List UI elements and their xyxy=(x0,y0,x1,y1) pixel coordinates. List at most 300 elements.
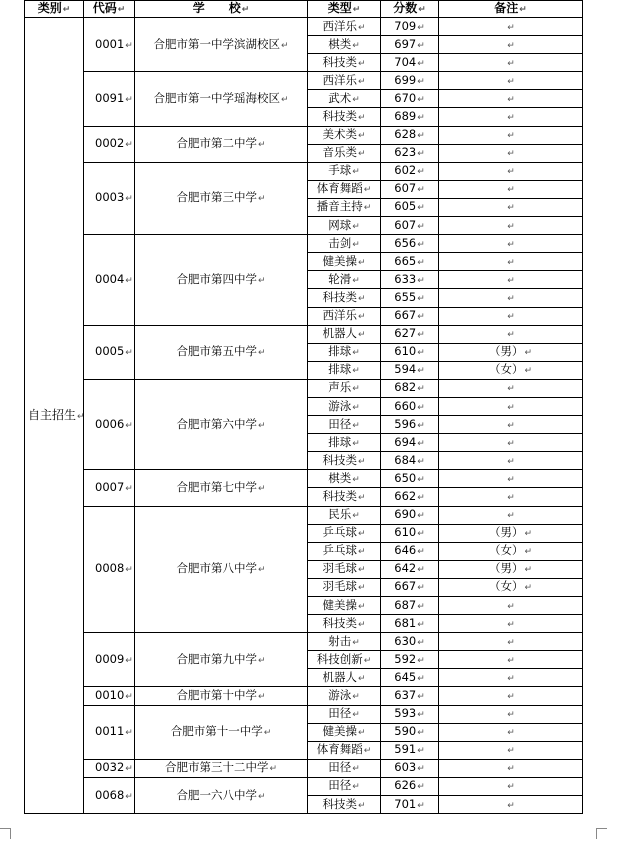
item-type-text: 机器人 xyxy=(322,326,357,341)
school-name-text: 合肥市第二中学 xyxy=(176,136,257,151)
item-score xyxy=(381,796,439,814)
school-name-text: 合肥市第十一中学 xyxy=(170,724,263,739)
school-name xyxy=(135,777,308,813)
item-remark xyxy=(439,687,583,705)
paragraph-mark: ↵ xyxy=(507,800,515,811)
page-corner-mark-left xyxy=(0,828,11,839)
paragraph-mark: ↵ xyxy=(357,492,366,503)
school-code-text: 0032 xyxy=(95,760,125,775)
header-category: 类别↵ xyxy=(25,1,84,18)
item-score-text: 637 xyxy=(394,688,417,703)
paragraph-mark: ↵ xyxy=(363,746,372,757)
paragraph-mark: ↵ xyxy=(417,492,425,503)
item-type-text: 科技类 xyxy=(322,289,357,304)
paragraph-mark: ↵ xyxy=(417,529,425,540)
item-remark xyxy=(439,434,583,452)
paragraph-mark: ↵ xyxy=(125,275,133,286)
item-type xyxy=(308,759,381,777)
item-score-text: 592 xyxy=(394,651,417,666)
paragraph-mark: ↵ xyxy=(417,257,425,268)
paragraph-mark: ↵ xyxy=(125,655,133,666)
paragraph-mark: ↵ xyxy=(257,194,266,205)
item-type xyxy=(308,343,381,361)
item-type xyxy=(308,72,381,90)
paragraph-mark: ↵ xyxy=(125,348,133,359)
paragraph-mark: ↵ xyxy=(357,113,366,124)
item-type xyxy=(308,560,381,578)
paragraph-mark: ↵ xyxy=(257,420,266,431)
item-score xyxy=(381,144,439,162)
paragraph-mark: ↵ xyxy=(417,149,425,160)
item-score xyxy=(381,524,439,542)
item-score xyxy=(381,578,439,596)
school-code-text: 0008 xyxy=(95,561,125,576)
item-type xyxy=(308,434,381,452)
paragraph-mark: ↵ xyxy=(357,601,366,612)
item-remark xyxy=(439,198,583,216)
paragraph-mark: ↵ xyxy=(507,601,515,612)
item-remark xyxy=(439,796,583,814)
paragraph-mark: ↵ xyxy=(417,366,425,377)
item-score xyxy=(381,253,439,271)
paragraph-mark: ↵ xyxy=(417,40,425,51)
paragraph-mark: ↵ xyxy=(352,637,360,648)
item-remark xyxy=(439,777,583,795)
paragraph-mark: ↵ xyxy=(507,384,515,395)
item-score xyxy=(381,198,439,216)
item-remark xyxy=(439,542,583,560)
item-score xyxy=(381,343,439,361)
item-type-text: 西洋乐 xyxy=(322,308,357,323)
paragraph-mark: ↵ xyxy=(417,637,425,648)
item-remark xyxy=(439,506,583,524)
item-type-text: 羽毛球 xyxy=(322,561,357,576)
paragraph-mark: ↵ xyxy=(417,312,425,323)
item-type-text: 健美操 xyxy=(322,253,357,268)
item-type xyxy=(308,705,381,723)
table-row xyxy=(25,633,583,651)
school-code-text: 0005 xyxy=(95,344,125,359)
paragraph-mark: ↵ xyxy=(417,58,425,69)
school-code xyxy=(84,705,135,759)
table-row xyxy=(25,506,583,524)
header-school: 学 校↵ xyxy=(135,1,308,18)
school-name xyxy=(135,506,308,633)
paragraph-mark: ↵ xyxy=(417,239,425,250)
item-type-text: 健美操 xyxy=(322,724,357,739)
paragraph-mark: ↵ xyxy=(507,692,515,703)
paragraph-mark: ↵ xyxy=(507,312,515,323)
item-score xyxy=(381,54,439,72)
item-score-text: 623 xyxy=(394,145,417,160)
item-score-text: 607 xyxy=(394,181,417,196)
school-name xyxy=(135,470,308,506)
item-type xyxy=(308,162,381,180)
paragraph-mark: ↵ xyxy=(417,330,425,341)
paragraph-mark: ↵ xyxy=(524,529,533,540)
paragraph-mark: ↵ xyxy=(357,583,366,594)
paragraph-mark: ↵ xyxy=(507,275,515,286)
paragraph-mark: ↵ xyxy=(507,113,515,124)
school-code xyxy=(84,325,135,379)
table-row xyxy=(25,72,583,90)
paragraph-mark: ↵ xyxy=(524,565,533,576)
school-code-text: 0010 xyxy=(95,688,125,703)
paragraph-mark: ↵ xyxy=(417,293,425,304)
paragraph-mark: ↵ xyxy=(507,474,515,485)
paragraph-mark: ↵ xyxy=(357,456,366,467)
item-score xyxy=(381,633,439,651)
item-remark xyxy=(439,343,583,361)
paragraph-mark: ↵ xyxy=(417,710,425,721)
item-score-text: 607 xyxy=(394,217,417,232)
item-score xyxy=(381,108,439,126)
school-code-text: 0004 xyxy=(95,271,125,286)
paragraph-mark: ↵ xyxy=(352,474,360,485)
item-type-text: 游泳 xyxy=(328,688,352,703)
school-code-text: 0009 xyxy=(95,651,125,666)
item-remark xyxy=(439,54,583,72)
school-name xyxy=(135,759,308,777)
item-score xyxy=(381,777,439,795)
paragraph-mark: ↵ xyxy=(507,94,515,105)
item-type-text: 排球 xyxy=(328,434,352,449)
item-score xyxy=(381,434,439,452)
item-score-text: 670 xyxy=(394,90,417,105)
item-remark xyxy=(439,307,583,325)
paragraph-mark: ↵ xyxy=(417,456,425,467)
paragraph-mark: ↵ xyxy=(352,764,360,775)
school-name-text: 合肥市第五中学 xyxy=(176,344,257,359)
paragraph-mark: ↵ xyxy=(357,312,366,323)
item-type-text: 科技类 xyxy=(322,615,357,630)
paragraph-mark: ↵ xyxy=(524,547,533,558)
paragraph-mark: ↵ xyxy=(357,76,366,87)
item-remark xyxy=(439,271,583,289)
item-remark xyxy=(439,90,583,108)
paragraph-mark: ↵ xyxy=(357,22,366,33)
item-remark xyxy=(439,180,583,198)
item-score xyxy=(381,361,439,379)
item-remark xyxy=(439,524,583,542)
school-code-text: 0006 xyxy=(95,416,125,431)
paragraph-mark: ↵ xyxy=(257,483,266,494)
paragraph-mark: ↵ xyxy=(357,565,366,576)
paragraph-mark: ↵ xyxy=(417,692,425,703)
school-code xyxy=(84,126,135,162)
item-score-text: 627 xyxy=(394,326,417,341)
paragraph-mark: ↵ xyxy=(125,94,133,105)
paragraph-mark: ↵ xyxy=(357,728,366,739)
item-score-text: 602 xyxy=(394,163,417,178)
item-type xyxy=(308,379,381,397)
paragraph-mark: ↵ xyxy=(507,782,515,793)
paragraph-mark: ↵ xyxy=(352,275,360,286)
item-score xyxy=(381,271,439,289)
paragraph-mark: ↵ xyxy=(417,402,425,413)
table-body xyxy=(25,18,583,814)
item-score-text: 610 xyxy=(394,525,417,540)
paragraph-mark: ↵ xyxy=(417,474,425,485)
item-remark xyxy=(439,379,583,397)
item-score-text: 690 xyxy=(394,507,417,522)
paragraph-mark: ↵ xyxy=(125,764,133,775)
item-type xyxy=(308,54,381,72)
item-remark xyxy=(439,253,583,271)
paragraph-mark: ↵ xyxy=(125,140,133,151)
item-type xyxy=(308,542,381,560)
paragraph-mark: ↵ xyxy=(352,94,360,105)
school-code xyxy=(84,506,135,633)
table-row xyxy=(25,470,583,488)
item-type xyxy=(308,796,381,814)
header-code: 代码↵ xyxy=(84,1,135,18)
paragraph-mark: ↵ xyxy=(280,40,289,51)
item-score-text: 665 xyxy=(394,253,417,268)
item-type-text: 科技类 xyxy=(322,452,357,467)
item-type-text: 射击 xyxy=(328,633,352,648)
item-score-text: 704 xyxy=(394,54,417,69)
item-type xyxy=(308,506,381,524)
school-name-text: 合肥市第十中学 xyxy=(176,688,257,703)
header-type: 类型↵ xyxy=(308,1,381,18)
table-row xyxy=(25,379,583,397)
paragraph-mark: ↵ xyxy=(507,185,515,196)
table-row xyxy=(25,705,583,723)
paragraph-mark: ↵ xyxy=(352,239,360,250)
item-score-text: 681 xyxy=(394,615,417,630)
paragraph-mark: ↵ xyxy=(257,275,266,286)
score-table xyxy=(24,0,583,814)
school-name-text: 合肥市第九中学 xyxy=(176,651,257,666)
school-code-text: 0068 xyxy=(95,787,125,802)
item-score-text: 699 xyxy=(394,72,417,87)
item-type xyxy=(308,18,381,36)
school-code-text: 0091 xyxy=(95,90,125,105)
paragraph-mark: ↵ xyxy=(417,420,425,431)
school-code-text: 0003 xyxy=(95,190,125,205)
school-name-text: 合肥市第七中学 xyxy=(176,479,257,494)
item-score xyxy=(381,597,439,615)
item-type xyxy=(308,470,381,488)
school-code xyxy=(84,759,135,777)
paragraph-mark: ↵ xyxy=(417,511,425,522)
school-name xyxy=(135,72,308,126)
item-type-text: 健美操 xyxy=(322,597,357,612)
paragraph-mark: ↵ xyxy=(507,40,515,51)
item-type xyxy=(308,126,381,144)
paragraph-mark: ↵ xyxy=(507,76,515,87)
paragraph-mark: ↵ xyxy=(125,420,133,431)
item-score-text: 633 xyxy=(394,271,417,286)
paragraph-mark: ↵ xyxy=(357,330,366,341)
item-type xyxy=(308,397,381,415)
item-score xyxy=(381,560,439,578)
item-type xyxy=(308,235,381,253)
item-score xyxy=(381,488,439,506)
item-score-text: 660 xyxy=(394,398,417,413)
item-remark xyxy=(439,144,583,162)
item-type-text: 美术类 xyxy=(322,127,357,142)
item-type xyxy=(308,741,381,759)
item-score-text: 694 xyxy=(394,434,417,449)
item-score-text: 709 xyxy=(394,18,417,33)
paragraph-mark: ↵ xyxy=(417,673,425,684)
item-remark xyxy=(439,108,583,126)
paragraph-mark: ↵ xyxy=(363,655,372,666)
table-row xyxy=(25,235,583,253)
item-type xyxy=(308,687,381,705)
item-score-text: 682 xyxy=(394,380,417,395)
item-type-text: 田径 xyxy=(328,778,352,793)
item-score-text: 590 xyxy=(394,724,417,739)
item-score-text: 667 xyxy=(394,579,417,594)
paragraph-mark: ↵ xyxy=(352,402,360,413)
item-score-text: 603 xyxy=(394,760,417,775)
paragraph-mark: ↵ xyxy=(352,710,360,721)
item-remark xyxy=(439,452,583,470)
item-type-text: 网球 xyxy=(328,217,352,232)
paragraph-mark: ↵ xyxy=(257,140,266,151)
item-type xyxy=(308,144,381,162)
item-type-text: 声乐 xyxy=(328,380,352,395)
item-type xyxy=(308,271,381,289)
item-type-text: 乒乓球 xyxy=(322,543,357,558)
item-score xyxy=(381,162,439,180)
item-score xyxy=(381,669,439,687)
item-score xyxy=(381,615,439,633)
item-score-text: 645 xyxy=(394,669,417,684)
paragraph-mark: ↵ xyxy=(417,728,425,739)
table-row xyxy=(25,777,583,795)
school-code-text: 0011 xyxy=(95,724,125,739)
item-score-text: 655 xyxy=(394,289,417,304)
item-remark xyxy=(439,470,583,488)
paragraph-mark: ↵ xyxy=(507,511,515,522)
item-score xyxy=(381,397,439,415)
paragraph-mark: ↵ xyxy=(507,456,515,467)
item-type-text: 播音主持 xyxy=(316,199,363,214)
item-type-text: 羽毛球 xyxy=(322,579,357,594)
paragraph-mark: ↵ xyxy=(507,293,515,304)
school-name xyxy=(135,162,308,234)
paragraph-mark: ↵ xyxy=(125,728,133,739)
item-remark xyxy=(439,488,583,506)
paragraph-mark: ↵ xyxy=(417,113,425,124)
paragraph-mark: ↵ xyxy=(507,420,515,431)
paragraph-mark: ↵ xyxy=(417,167,425,178)
table-row xyxy=(25,759,583,777)
item-remark xyxy=(439,651,583,669)
item-type-text: 科技类 xyxy=(322,54,357,69)
item-type xyxy=(308,651,381,669)
paragraph-mark: ↵ xyxy=(352,348,360,359)
item-type xyxy=(308,488,381,506)
item-score xyxy=(381,379,439,397)
paragraph-mark: ↵ xyxy=(352,221,360,232)
paragraph-mark: ↵ xyxy=(280,94,289,105)
paragraph-mark: ↵ xyxy=(417,22,425,33)
school-name-text: 合肥市第一中学瑶海校区 xyxy=(153,90,280,105)
item-type-text: 武术 xyxy=(328,90,352,105)
paragraph-mark: ↵ xyxy=(352,167,360,178)
item-remark xyxy=(439,705,583,723)
school-code-text: 0002 xyxy=(95,136,125,151)
paragraph-mark: ↵ xyxy=(125,483,133,494)
item-type xyxy=(308,669,381,687)
school-code-text: 0001 xyxy=(95,36,125,51)
paragraph-mark: ↵ xyxy=(507,438,515,449)
school-name xyxy=(135,687,308,705)
school-code xyxy=(84,777,135,813)
paragraph-mark: ↵ xyxy=(507,710,515,721)
item-remark xyxy=(439,36,583,54)
paragraph-mark: ↵ xyxy=(507,239,515,250)
item-type xyxy=(308,361,381,379)
school-name xyxy=(135,325,308,379)
item-score xyxy=(381,687,439,705)
school-name-text: 合肥市第三十二中学 xyxy=(164,760,269,775)
item-score xyxy=(381,235,439,253)
school-name xyxy=(135,705,308,759)
paragraph-mark: ↵ xyxy=(417,384,425,395)
paragraph-mark: ↵ xyxy=(257,791,266,802)
paragraph-mark: ↵ xyxy=(417,547,425,558)
item-score-text: 610 xyxy=(394,344,417,359)
paragraph-mark: ↵ xyxy=(352,420,360,431)
header-row xyxy=(25,1,583,18)
item-type-text: 机器人 xyxy=(322,669,357,684)
school-name xyxy=(135,633,308,687)
school-name-text: 合肥市第六中学 xyxy=(176,416,257,431)
item-type-text: 体育舞蹈 xyxy=(316,181,363,196)
paragraph-mark: ↵ xyxy=(417,764,425,775)
paragraph-mark: ↵ xyxy=(417,746,425,757)
item-remark xyxy=(439,289,583,307)
school-name-text: 合肥市第四中学 xyxy=(176,271,257,286)
item-type-text: 音乐类 xyxy=(322,145,357,160)
paragraph-mark: ↵ xyxy=(357,257,366,268)
item-type xyxy=(308,452,381,470)
item-score-text: 642 xyxy=(394,561,417,576)
school-code-text: 0007 xyxy=(95,479,125,494)
item-type-text: 乒乓球 xyxy=(322,525,357,540)
item-score xyxy=(381,705,439,723)
paragraph-mark: ↵ xyxy=(507,746,515,757)
paragraph-mark: ↵ xyxy=(352,384,360,395)
header-remark: 备注↵ xyxy=(439,1,583,18)
paragraph-mark: ↵ xyxy=(257,655,266,666)
header-score: 分数↵ xyxy=(381,1,439,18)
paragraph-mark: ↵ xyxy=(507,203,515,214)
paragraph-mark: ↵ xyxy=(352,511,360,522)
paragraph-mark: ↵ xyxy=(507,619,515,630)
item-score xyxy=(381,307,439,325)
paragraph-mark: ↵ xyxy=(357,58,366,69)
paragraph-mark: ↵ xyxy=(417,275,425,286)
item-type xyxy=(308,36,381,54)
item-score-text: 697 xyxy=(394,36,417,51)
item-score-text: 596 xyxy=(394,416,417,431)
item-remark xyxy=(439,633,583,651)
item-score xyxy=(381,325,439,343)
paragraph-mark: ↵ xyxy=(507,673,515,684)
item-type-text: 手球 xyxy=(328,163,352,178)
item-type xyxy=(308,217,381,235)
item-type-text: 田径 xyxy=(328,760,352,775)
paragraph-mark: ↵ xyxy=(357,529,366,540)
paragraph-mark: ↵ xyxy=(507,637,515,648)
